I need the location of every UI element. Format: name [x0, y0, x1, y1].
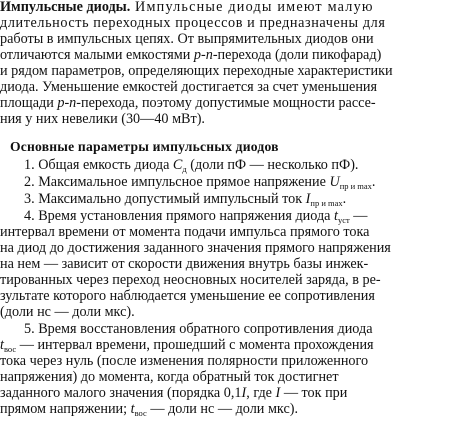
param-5-line-4: напряжения) до момента, когда обратный ток достигнет [0, 369, 339, 385]
intro-line-8: ния у них невелики (30—40 мВт). [0, 111, 205, 127]
param-4-line-7: (доли нс — доли мкс). [0, 304, 135, 320]
intro-line-3: работы в импульсных цепях. От выпрямительных диодов они [0, 31, 374, 47]
term-heading: Импульсные диоды. [0, 0, 131, 15]
param-4-line-1 [24, 208, 367, 224]
param-5-line-3: тока через нуль (после изменения полярности приложенного [0, 353, 369, 369]
math-subscript: уст [337, 215, 350, 225]
param-text: 3. Максимально допустимый импульсный ток [24, 191, 306, 207]
intro-line-1 [0, 0, 374, 15]
param-text: 4. Время установления прямого напряжения диода [24, 208, 335, 224]
math-symbol: I [275, 385, 281, 401]
pn-symbol: p-n [193, 47, 213, 63]
intro-line-4 [0, 47, 381, 63]
intro-line-5: и рядом параметров, определяющих переходные характеристики [0, 63, 393, 79]
intro-line-7 [0, 95, 376, 111]
math-subscript: вос [134, 408, 147, 418]
param-text: (доли пФ — несколько пФ). [186, 157, 359, 173]
param-5-line-6 [0, 401, 298, 417]
param-text: — доли нс — доли мкс). [146, 401, 299, 417]
param-3-line [24, 191, 346, 207]
param-text: — ток при [280, 385, 348, 401]
intro-line-6: диода. Уменьшение емкостей достигается за счет уменьшения [0, 79, 378, 95]
intro-line-2: длительность переходных процессов и предназначены для [0, 15, 386, 31]
param-4-line-4: на нем — зависит от скорости движения внутрь базы инжек- [0, 256, 369, 272]
param-4-line-2: интервал времени от момента подачи импульса прямого тока [0, 224, 370, 240]
param-text: 2. Максимальное импульсное прямое напряжение [24, 174, 330, 190]
param-text: 1. Общая емкость диода [24, 157, 173, 173]
intro-text: отличаются малыми емкостями [0, 47, 194, 63]
math-symbol: t [0, 337, 4, 353]
math-symbol: U [329, 174, 340, 190]
param-5-line-1: 5. Время восстановления обратного сопротивления диода [24, 321, 373, 337]
param-text: . [342, 191, 347, 207]
param-5-line-2 [0, 337, 374, 353]
math-subscript: вос [3, 344, 17, 354]
param-5-line-5 [0, 385, 347, 401]
intro-text: Импульсные диоды имеют малую [130, 0, 374, 15]
intro-text: -перехода, поэтому допустимые мощности рассе- [76, 95, 376, 111]
param-text: — [349, 208, 368, 224]
intro-text: -перехода (доли пикофарад) [212, 47, 382, 63]
param-1-line [24, 157, 358, 173]
math-subscript: пр и max [310, 198, 343, 208]
math-subscript: пр и max [339, 181, 372, 191]
section-title: Основные параметры импульсных диодов [10, 139, 279, 154]
param-4-line-3: на диод до достижения заданного значения прямого напряжения [0, 240, 391, 256]
param-text: — интервал времени, прошедший с момента прохождения [16, 337, 374, 353]
math-subscript: д [182, 164, 187, 174]
param-text: заданного малого значения (порядка 0,1 [0, 385, 242, 401]
math-symbol: C [172, 157, 183, 173]
param-text: . [371, 174, 376, 190]
param-2-line [24, 174, 375, 190]
pn-symbol: p-n [57, 95, 77, 111]
math-symbol: t [334, 208, 338, 224]
math-symbol: I [305, 191, 311, 207]
param-4-line-6: зультате которого наблюдается уменьшение ее сопротивления [0, 288, 375, 304]
math-symbol: I [241, 385, 247, 401]
param-text: прямом напряжении; [0, 401, 131, 417]
intro-text: площади [0, 95, 58, 111]
param-text: , где [246, 385, 276, 401]
param-4-line-5: тированных через переход неосновных носителей заряда, в ре- [0, 272, 381, 288]
math-symbol: t [130, 401, 135, 417]
